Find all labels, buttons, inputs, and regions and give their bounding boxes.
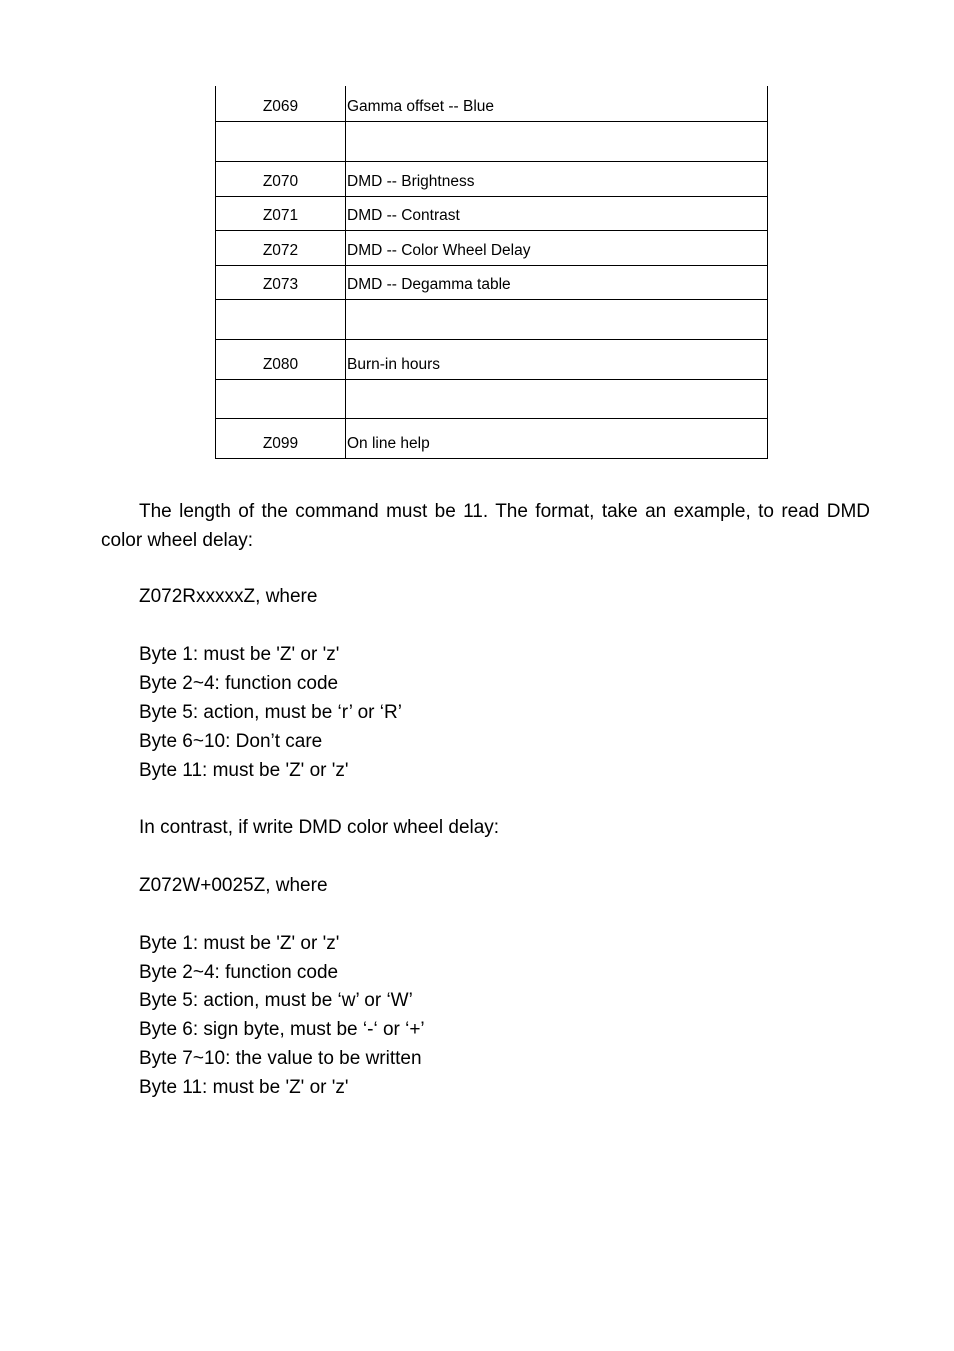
table-row (216, 230, 768, 265)
write-byte-line: Byte 2~4: function code (139, 962, 339, 983)
write-byte-line: Byte 1: must be 'Z' or 'z' (139, 933, 340, 954)
function-description-cell (346, 379, 768, 418)
function-code-cell (216, 299, 346, 339)
read-command-example: Z072RxxxxxZ, where (139, 586, 318, 607)
function-code-cell (216, 379, 346, 418)
function-description-cell: Burn-in hours (346, 339, 768, 379)
function-code-table (215, 86, 768, 459)
read-byte-line: Byte 5: action, must be ‘r’ or ‘R’ (139, 702, 402, 723)
function-code-cell: Z073 (216, 265, 346, 299)
read-byte-line: Byte 6~10: Don’t care (139, 731, 323, 752)
function-code-cell: Z072 (216, 230, 346, 265)
function-code-cell: Z069 (216, 86, 346, 121)
function-description-cell (346, 299, 768, 339)
function-description-cell: DMD -- Degamma table (346, 265, 768, 299)
table-row (216, 265, 768, 299)
function-description-cell: Gamma offset -- Blue (346, 86, 768, 121)
function-code-cell (216, 121, 346, 161)
intro-paragraph: The length of the command must be 11. The format, take an example, to read DMD color wheel delay: (101, 501, 870, 551)
table-row (216, 299, 768, 339)
read-byte-line: Byte 11: must be 'Z' or 'z' (139, 760, 349, 781)
function-code-cell: Z080 (216, 339, 346, 379)
table-row (216, 379, 768, 418)
contrast-text: In contrast, if write DMD color wheel delay: (139, 817, 500, 838)
table-row (216, 339, 768, 379)
write-command-example: Z072W+0025Z, where (139, 875, 328, 896)
read-byte-line: Byte 2~4: function code (139, 673, 339, 694)
function-code-cell: Z071 (216, 196, 346, 230)
table-row (216, 161, 768, 196)
function-description-cell (346, 121, 768, 161)
write-byte-line: Byte 11: must be 'Z' or 'z' (139, 1077, 349, 1098)
function-description-cell: On line help (346, 418, 768, 458)
function-description-cell: DMD -- Contrast (346, 196, 768, 230)
write-byte-line: Byte 6: sign byte, must be ‘-‘ or ‘+’ (139, 1019, 425, 1040)
table-row (216, 121, 768, 161)
function-code-cell: Z070 (216, 161, 346, 196)
table-row (216, 86, 768, 121)
function-description-cell: DMD -- Color Wheel Delay (346, 230, 768, 265)
write-byte-line: Byte 7~10: the value to be written (139, 1048, 422, 1069)
function-description-cell: DMD -- Brightness (346, 161, 768, 196)
function-code-cell: Z099 (216, 418, 346, 458)
write-byte-line: Byte 5: action, must be ‘w’ or ‘W’ (139, 990, 413, 1011)
read-byte-line: Byte 1: must be 'Z' or 'z' (139, 644, 340, 665)
table-row (216, 418, 768, 458)
table-row (216, 196, 768, 230)
